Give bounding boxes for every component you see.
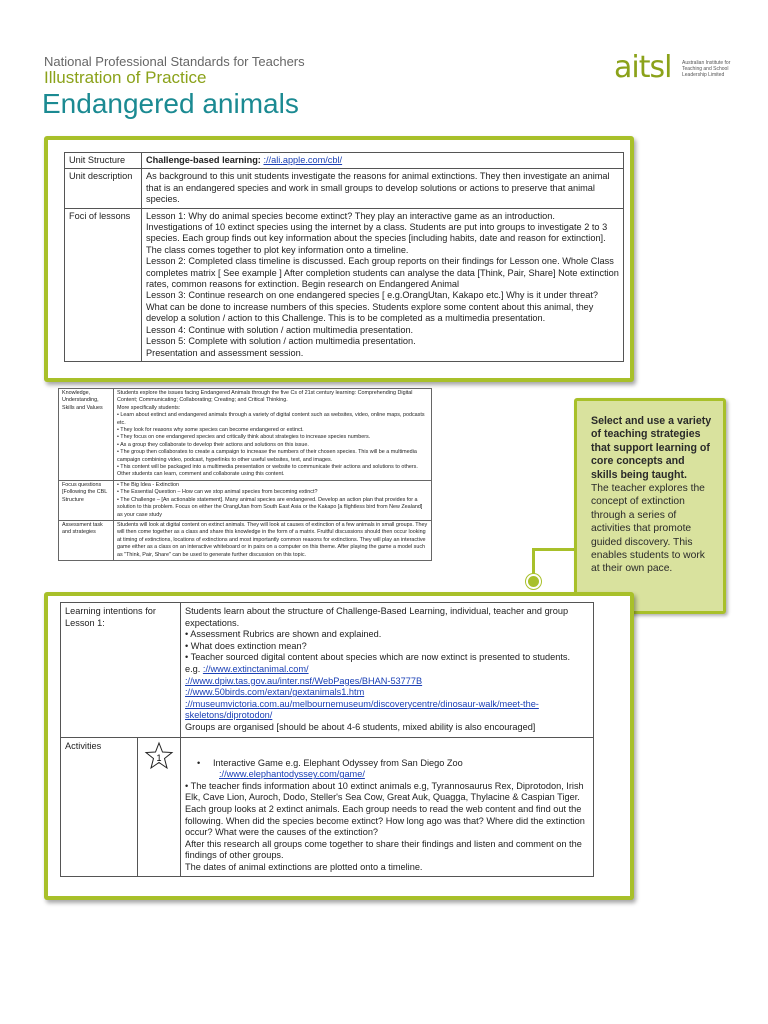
foci-value [142, 208, 624, 361]
ksv-line: • This content will be packaged into a multimedia presentation or website to communicate their actions and solutions to others. Other students can learn, comment and collaborate using this content. [117, 464, 418, 478]
assessment-label: Assessment task and strategies [59, 520, 114, 560]
activity-line: Each group looks at 2 extinct animals. Each group needs to read the web content and find out the following. When did the species become extinct? How long ago was that? Where did the extinction occur? What were the causes of the extinction? [185, 803, 585, 838]
page-title: Endangered animals [42, 88, 299, 119]
unit-overview-panel [44, 136, 634, 382]
intentions-bullet: • What does extinction mean? [185, 640, 307, 651]
focus-line: • The Big Idea - Extinction [117, 481, 180, 488]
assessment-value [114, 520, 432, 560]
ksv-value [114, 389, 432, 481]
ksv-line: Students explore the issues facing Endangered Animals through the five Cs of 21st century learning: Comprehending Digital Content; Communicating; Collaborating; Creating; and Critical Thinking. [117, 390, 413, 404]
table-row [59, 389, 432, 481]
ksv-line: • They focus on one endangered species and critically think about strategies to increase species numbers. [117, 434, 371, 441]
intentions-intro: Students learn about the structure of Challenge-Based Learning, individual, teacher and group expectations. [185, 606, 569, 628]
cbl-link[interactable]: ://ali.apple.com/cbl/ [263, 155, 343, 165]
foci-label: Foci of lessons [65, 208, 142, 361]
background-table [58, 388, 432, 561]
eg-prefix: e.g. [185, 663, 201, 674]
table-row [59, 480, 432, 520]
standards-heading: National Professional Standards for Teachers [44, 54, 305, 69]
callout-body: The teacher explores the concept of extinction through a series of activities that promote guided discovery. This enables students to work at their own pace. [591, 483, 705, 575]
ksv-line: More specifically students: [117, 404, 181, 411]
table-row [59, 520, 432, 560]
intentions-bullet: • Assessment Rubrics are shown and explained. [185, 629, 382, 640]
focus-questions-value [114, 480, 432, 520]
table-row [61, 603, 594, 738]
assessment-line: Students will look at digital content on extinct animals. They will look at causes of extinction of a few animals in small groups. They will then come together as a class and share this knowledge in the form of a matrix. Fruitful discussions should then occur looking at timing of extinctions, locations of extinctions and most importantly common reasons for extinctions. They will play an interactive game either as a class on an interactive whiteboard or in pairs on a computer on this theme. After playing the game a model such as "Think, Pair, Share" can be used to generate further discussion on this topic. [117, 521, 428, 558]
table-row [65, 153, 624, 169]
links-block [185, 664, 589, 676]
activity-line: After this research all groups come together to share their findings and listen and comment on the findings of other groups. [185, 838, 582, 861]
unit-description-label: Unit description [65, 169, 142, 208]
cbl-label: Challenge-based learning: [146, 155, 261, 165]
groups-note: Groups are organised [should be about 4-6 students, mixed ability is also encouraged] [185, 721, 536, 732]
illustration-subheading: Illustration of Practice [44, 68, 207, 87]
ksv-line: • As a group they collaborate to develop their actions and solutions on this issue. [117, 441, 309, 448]
foci-line: Lesson 2: Completed class timeline is discussed. Each group reports on their findings for Lesson one. Whole Class completes matrix [ See example ] After completion students can analyse the data [Think, Pair, Share] Note extinction rates, common reasons for extinction. Begin research on Endangered Animal [146, 256, 619, 290]
focus-questions-label: Focus questions [Following the CBL Structure [59, 480, 114, 520]
ksv-line: • The group then collaborates to create a campaign to increase the numbers of their chosen species. This will be a multimedia campaign combining video, podcast, hyperlinks to other useful websites, text, and images. [117, 449, 417, 463]
game-text: Interactive Game e.g. Elephant Odyssey from San Diego Zoo [212, 757, 463, 768]
resource-link[interactable]: ://www.dpiw.tas.gov.au/inter.nsf/WebPages/BHAN-53777B [185, 675, 423, 686]
ksv-line: • They look for reasons why some species can become endangered or extinct. [117, 427, 304, 434]
unit-table [64, 152, 624, 362]
unit-description-value: As background to this unit students investigate the reasons for animal extinctions. They then investigate an animal that is an endangered species and work in small groups to develop solutions or actions to preserve that animal species. [142, 169, 624, 208]
table-row [65, 208, 624, 361]
ksv-label: Knowledge, Understanding, Skills and Values [59, 389, 114, 481]
star-marker [138, 737, 181, 877]
lesson-table [60, 602, 594, 877]
foci-line: Lesson 3: Continue research on one endangered species [ e.g.OrangUtan, Kakapo etc.] Why is it under threat? What can be done to increase numbers of this species. Students explore some content about this animal, they develop a solution / action to this Challenge. This is to be completed as a multimedia presentation. [146, 290, 598, 324]
logo-mark: aitsl [614, 50, 672, 85]
foci-line: Lesson 4: Continue with solution / action multimedia presentation. [146, 324, 414, 335]
foci-line: Lesson 5: Complete with solution / action multimedia presentation. [146, 336, 416, 347]
table-row [61, 737, 594, 877]
resource-link[interactable]: ://www.50birds.com/extan/gextanimals1.htm [185, 687, 365, 698]
activities-label: Activities [61, 737, 138, 877]
logo-subtitle: Australian Institute for Teaching and School Leadership Limited [682, 60, 731, 78]
resource-link[interactable]: ://museumvictoria.com.au/melbournemuseum/discoverycentre/dinosaur-walk/meet-the-skeletons/diprotodon/ [185, 698, 539, 721]
activities-value [181, 737, 594, 877]
game-line: • Interactive Game e.g. Elephant Odyssey from San Diego Zoo [197, 757, 463, 768]
activity-line: • The teacher finds information about 10 extinct animals e.g, Tyrannosaurus Rex, Diprotodon, Irish Elk, Cave Lion, Auroch, Dodo, Steller's Sea Cow, Great Auk, Quagga, Thylacine & Caspian Tiger. [185, 780, 584, 803]
foci-line: Investigations of 10 extinct species using the internet by a class. Students are put into groups to investigate 2 to 3 species. Each group finds out key information about the species [including habits, date and reason for extinction]. The class comes together to plot key information onto a timeline. [146, 222, 608, 255]
practice-callout [574, 398, 726, 614]
intentions-value [181, 603, 594, 738]
callout-heading: Select and use a variety of teaching strategies that support learning of core concepts and skills being taught. [591, 415, 712, 481]
focus-line: • The Challenge – [An actionable statement]. Many animal species are endangered. Develop an action plan that provides for a solution to this problem. Focus on either the OrangUtan from South East Asia or the Kakapo [a flightless bird from New Zealand] as your case study [117, 496, 423, 518]
focus-line: • The Essential Question – How can we stop animal species from becoming extinct? [117, 489, 318, 496]
table-row [65, 169, 624, 208]
lesson-panel [44, 592, 634, 900]
resource-link[interactable]: ://www.extinctanimal.com/ [202, 663, 309, 674]
ksv-line: • Learn about extinct and endangered animals through a variety of digital content such as websites, video, online maps, podcasts etc. [117, 412, 425, 426]
callout-connector [532, 548, 576, 551]
intentions-label: Learning intentions for Lesson 1: [61, 603, 181, 738]
foci-line: Lesson 1: Why do animal species become extinct? They play an interactive game as an introduction. [146, 210, 555, 221]
callout-anchor-dot [526, 574, 541, 589]
unit-structure-label: Unit Structure [65, 153, 142, 169]
activity-line: The dates of animal extinctions are plotted onto a timeline. [185, 861, 423, 872]
star-icon [144, 741, 174, 771]
unit-structure-value [142, 153, 624, 169]
aitsl-logo [614, 50, 734, 98]
star-number: 1 [156, 752, 162, 763]
intentions-bullet: • Teacher sourced digital content about species which are now extinct is presented to students. [185, 652, 571, 663]
game-link[interactable]: ://www.elephantodyssey.com/game/ [219, 769, 365, 780]
foci-line: Presentation and assessment session. [146, 347, 304, 358]
